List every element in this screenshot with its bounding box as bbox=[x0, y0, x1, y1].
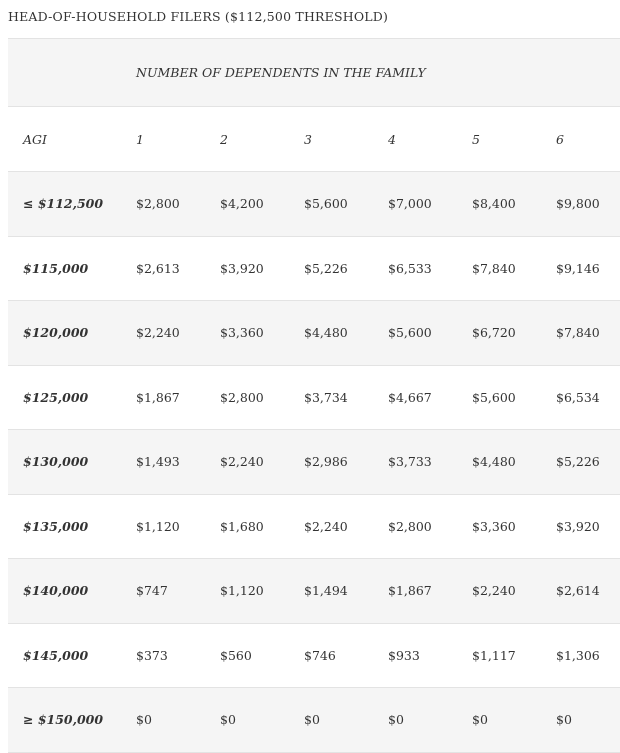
credit-value-cell: $9,146 bbox=[556, 236, 620, 301]
column-header-agi: AGI bbox=[8, 107, 136, 172]
credit-value-cell: $7,840 bbox=[472, 236, 556, 301]
credit-value-cell: $2,800 bbox=[388, 494, 472, 559]
credit-value-cell: $2,240 bbox=[304, 494, 388, 559]
agi-cell: ≥ $150,000 bbox=[8, 688, 136, 753]
credit-value-cell: $7,000 bbox=[388, 172, 472, 237]
table-row bbox=[8, 430, 620, 495]
column-header-row bbox=[8, 107, 620, 172]
table-row bbox=[8, 494, 620, 559]
credit-value-cell: $0 bbox=[556, 688, 620, 753]
agi-cell: $135,000 bbox=[8, 494, 136, 559]
credit-value-cell: $3,733 bbox=[388, 430, 472, 495]
credit-value-cell: $2,240 bbox=[220, 430, 304, 495]
credit-value-cell: $5,600 bbox=[388, 301, 472, 366]
credit-value-cell: $3,360 bbox=[220, 301, 304, 366]
table-title: HEAD-OF-HOUSEHOLD FILERS ($112,500 THRESHOLD) bbox=[8, 9, 389, 24]
agi-cell: $130,000 bbox=[8, 430, 136, 495]
credit-value-cell: $1,494 bbox=[304, 559, 388, 624]
table-row bbox=[8, 559, 620, 624]
credit-value-cell: $560 bbox=[220, 623, 304, 688]
credit-value-cell: $4,480 bbox=[472, 430, 556, 495]
column-header-4: 4 bbox=[388, 107, 472, 172]
credit-value-cell: $3,920 bbox=[556, 494, 620, 559]
column-header-1: 1 bbox=[136, 107, 220, 172]
credit-value-cell: $3,360 bbox=[472, 494, 556, 559]
credit-value-cell: $6,720 bbox=[472, 301, 556, 366]
column-header-6: 6 bbox=[556, 107, 620, 172]
table-row bbox=[8, 301, 620, 366]
credit-value-cell: $1,117 bbox=[472, 623, 556, 688]
credit-value-cell: $2,613 bbox=[136, 236, 220, 301]
credit-table bbox=[8, 38, 620, 753]
table-row bbox=[8, 236, 620, 301]
credit-value-cell: $5,226 bbox=[304, 236, 388, 301]
agi-cell: ≤ $112,500 bbox=[8, 172, 136, 237]
credit-value-cell: $1,120 bbox=[220, 559, 304, 624]
credit-value-cell: $6,533 bbox=[388, 236, 472, 301]
column-header-2: 2 bbox=[220, 107, 304, 172]
credit-value-cell: $0 bbox=[388, 688, 472, 753]
agi-cell: $115,000 bbox=[8, 236, 136, 301]
column-header-3: 3 bbox=[304, 107, 388, 172]
table-row bbox=[8, 623, 620, 688]
credit-value-cell: $2,800 bbox=[220, 365, 304, 430]
credit-value-cell: $746 bbox=[304, 623, 388, 688]
credit-value-cell: $4,200 bbox=[220, 172, 304, 237]
credit-value-cell: $8,400 bbox=[472, 172, 556, 237]
credit-value-cell: $0 bbox=[472, 688, 556, 753]
credit-value-cell: $1,867 bbox=[388, 559, 472, 624]
credit-value-cell: $933 bbox=[388, 623, 472, 688]
credit-value-cell: $1,306 bbox=[556, 623, 620, 688]
credit-value-cell: $3,920 bbox=[220, 236, 304, 301]
group-header: NUMBER OF DEPENDENTS IN THE FAMILY bbox=[136, 39, 620, 107]
table-row bbox=[8, 688, 620, 753]
credit-value-cell: $1,120 bbox=[136, 494, 220, 559]
credit-value-cell: $1,493 bbox=[136, 430, 220, 495]
credit-value-cell: $5,226 bbox=[556, 430, 620, 495]
credit-value-cell: $6,534 bbox=[556, 365, 620, 430]
column-header-5: 5 bbox=[472, 107, 556, 172]
credit-value-cell: $1,680 bbox=[220, 494, 304, 559]
agi-cell: $140,000 bbox=[8, 559, 136, 624]
credit-value-cell: $1,867 bbox=[136, 365, 220, 430]
credit-value-cell: $2,800 bbox=[136, 172, 220, 237]
credit-value-cell: $0 bbox=[136, 688, 220, 753]
credit-value-cell: $3,734 bbox=[304, 365, 388, 430]
credit-value-cell: $2,986 bbox=[304, 430, 388, 495]
credit-value-cell: $4,480 bbox=[304, 301, 388, 366]
credit-value-cell: $5,600 bbox=[304, 172, 388, 237]
credit-value-cell: $2,240 bbox=[472, 559, 556, 624]
table-row bbox=[8, 172, 620, 237]
credit-value-cell: $0 bbox=[220, 688, 304, 753]
credit-value-cell: $2,240 bbox=[136, 301, 220, 366]
agi-cell: $120,000 bbox=[8, 301, 136, 366]
credit-value-cell: $9,800 bbox=[556, 172, 620, 237]
table-row bbox=[8, 365, 620, 430]
credit-value-cell: $5,600 bbox=[472, 365, 556, 430]
credit-value-cell: $4,667 bbox=[388, 365, 472, 430]
credit-value-cell: $373 bbox=[136, 623, 220, 688]
group-header-spacer bbox=[8, 39, 136, 107]
credit-value-cell: $747 bbox=[136, 559, 220, 624]
group-header-row bbox=[8, 39, 620, 107]
agi-cell: $125,000 bbox=[8, 365, 136, 430]
agi-cell: $145,000 bbox=[8, 623, 136, 688]
credit-value-cell: $7,840 bbox=[556, 301, 620, 366]
credit-value-cell: $2,614 bbox=[556, 559, 620, 624]
credit-value-cell: $0 bbox=[304, 688, 388, 753]
